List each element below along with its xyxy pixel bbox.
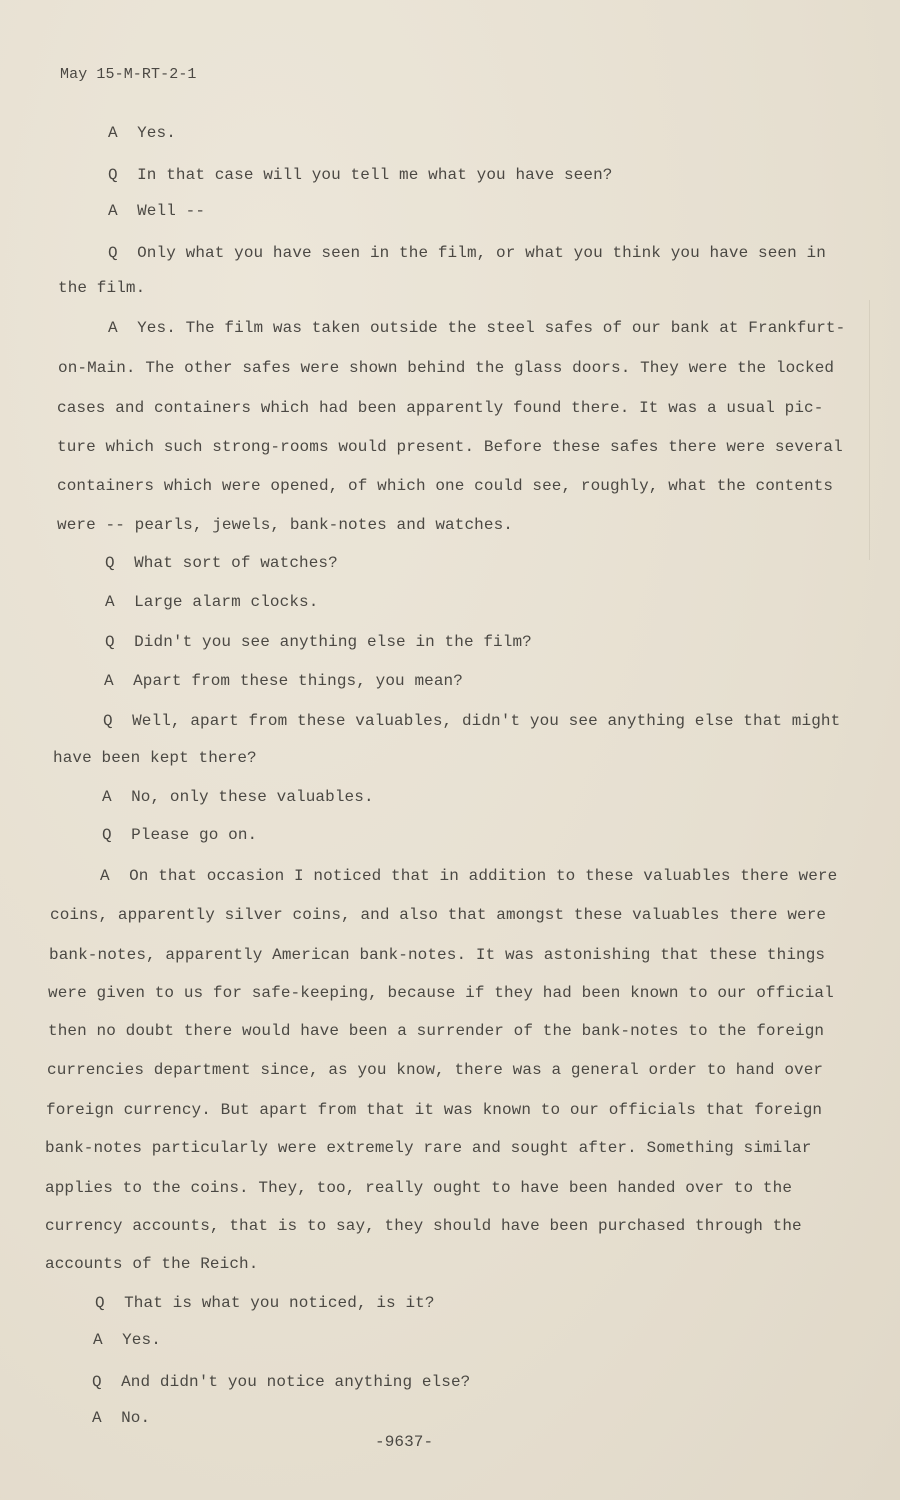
transcript-line: the film. <box>58 279 146 297</box>
transcript-line: applies to the coins. They, too, really ought to have been handed over to the <box>45 1179 793 1197</box>
transcript-line: Q What sort of watches? <box>105 554 338 572</box>
transcript-line: foreign currency. But apart from that it was known to our officials that foreign <box>46 1101 823 1119</box>
transcript-line: then no doubt there would have been a surrender of the bank-notes to the foreign <box>48 1022 825 1040</box>
transcript-line: bank-notes particularly were extremely rare and sought after. Something similar <box>45 1139 812 1157</box>
transcript-line: accounts of the Reich. <box>45 1255 259 1273</box>
transcript-line: Q Well, apart from these valuables, didn't you see anything else that might <box>103 712 841 730</box>
transcript-line: Q And didn't you notice anything else? <box>92 1373 471 1391</box>
transcript-line: ture which such strong-rooms would present. Before these safes there were several <box>57 438 843 456</box>
transcript-line: Q That is what you noticed, is it? <box>95 1294 435 1312</box>
transcript-line: A No, only these valuables. <box>102 788 374 806</box>
transcript-line: A Yes. The film was taken outside the steel safes of our bank at Frankfurt- <box>108 319 846 337</box>
transcript-line: A Large alarm clocks. <box>105 593 319 611</box>
transcript-line: Q Please go on. <box>102 826 258 844</box>
transcript-line: A On that occasion I noticed that in addition to these valuables there were <box>100 867 838 885</box>
transcript-line: bank-notes, apparently American bank-notes. It was astonishing that these things <box>49 946 826 964</box>
transcript-line: cases and containers which had been apparently found there. It was a usual pic- <box>57 399 824 417</box>
document-header: May 15-M-RT-2-1 <box>60 66 197 83</box>
transcript-line: Q Only what you have seen in the film, or what you think you have seen in <box>108 244 826 262</box>
transcript-line: on-Main. The other safes were shown behind the glass doors. They were the locked <box>58 359 835 377</box>
transcript-line: A Yes. <box>93 1331 161 1349</box>
page-edge-mark <box>869 300 870 560</box>
transcript-line: Q In that case will you tell me what you have seen? <box>108 166 613 184</box>
transcript-line: containers which were opened, of which one could see, roughly, what the contents <box>57 477 834 495</box>
transcript-line: were given to us for safe-keeping, because if they had been known to our official <box>48 984 834 1002</box>
transcript-line: were -- pearls, jewels, bank-notes and watches. <box>57 516 513 534</box>
transcript-line: coins, apparently silver coins, and also that amongst these valuables there were <box>50 906 827 924</box>
transcript-line: A Apart from these things, you mean? <box>104 672 463 690</box>
transcript-line: A No. <box>92 1409 151 1427</box>
transcript-line: currency accounts, that is to say, they should have been purchased through the <box>45 1217 802 1235</box>
transcript-line: A Yes. <box>108 124 176 142</box>
page-number: -9637- <box>375 1433 434 1451</box>
transcript-line: Q Didn't you see anything else in the film? <box>105 633 532 651</box>
transcript-line: currencies department since, as you know, there was a general order to hand over <box>47 1061 824 1079</box>
transcript-line: A Well -- <box>108 202 206 220</box>
transcript-line: have been kept there? <box>53 749 257 767</box>
